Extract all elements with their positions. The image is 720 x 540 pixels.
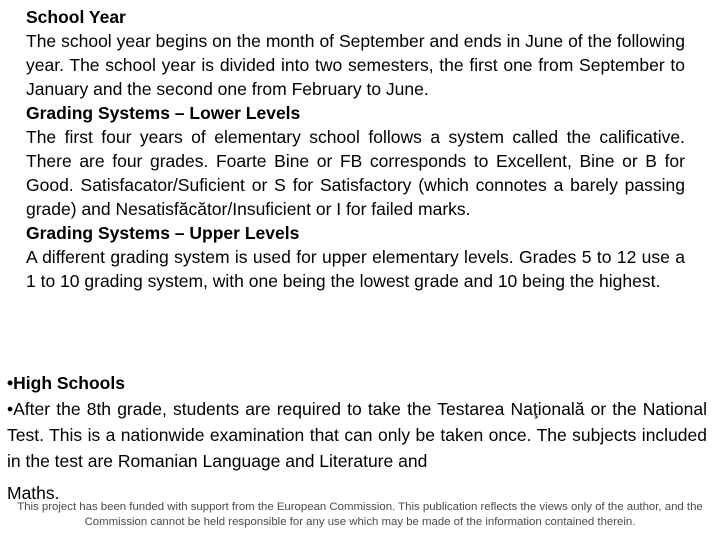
high-schools-heading: •High Schools bbox=[7, 373, 125, 393]
school-year-paragraph: The school year begins on the month of September and ends in June of the following year. The school year is divided into two semesters, the first one from September to January and the second one from February to June. bbox=[26, 31, 685, 99]
lower-levels-paragraph: The first four years of elementary school follows a system called the calificative. There are four grades. Foarte Bine or FB corresponds to Excellent, Bine or B for Good. Satisfacator/Suficient or S for Satisfactory (which connotes a barely passing grade) and Nesatisfăcător/Insuficient or I for failed marks. bbox=[26, 127, 685, 219]
high-schools-block bbox=[7, 370, 707, 506]
upper-levels-heading: Grading Systems – Upper Levels bbox=[26, 223, 300, 243]
upper-levels-paragraph: A different grading system is used for upper elementary levels. Grades 5 to 12 use a 1 to 10 grading system, with one being the lowest grade and 10 being the highest. bbox=[26, 247, 685, 291]
funding-disclaimer: This project has been funded with support from the European Commission. This publication reflects the views only of the author, and the Commission cannot be held responsible for any use which may be made of the information contained therein. bbox=[17, 501, 703, 528]
upper-text-block bbox=[26, 5, 685, 293]
lower-levels-heading: Grading Systems – Lower Levels bbox=[26, 103, 301, 123]
school-year-heading: School Year bbox=[26, 7, 126, 27]
high-schools-paragraph-end: Maths. bbox=[7, 483, 60, 503]
high-schools-paragraph: •After the 8th grade, students are required to take the Testarea Naţională or the National Test. This is a nationwide examination that can only be taken once. The subjects included in the test are Romanian Language and Literature and bbox=[7, 399, 707, 471]
